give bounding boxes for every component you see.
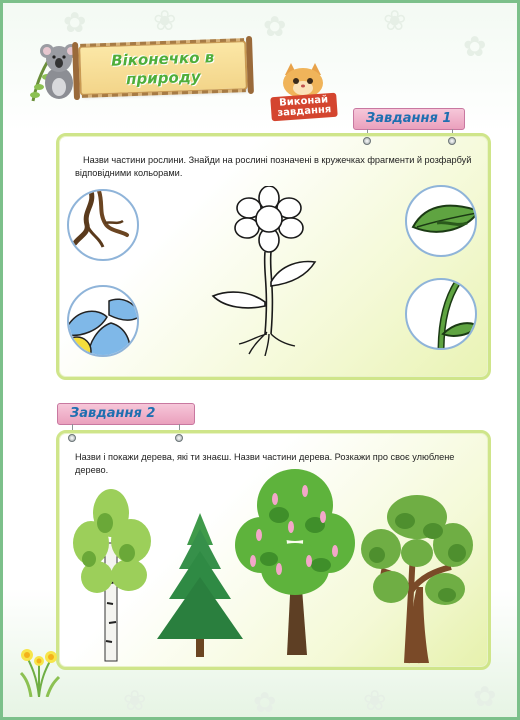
daffodil-icon: [17, 637, 61, 697]
pin-icon: [448, 137, 456, 145]
fir-tree-icon[interactable]: [153, 511, 247, 659]
banner-pole: [72, 42, 80, 100]
banner-title: Віконечко в природу: [110, 48, 215, 89]
bg-flower-icon: ✿: [253, 687, 277, 718]
fragment-leaf-circle[interactable]: [405, 185, 477, 257]
task2-instruction: Назви і покажи дерева, які ти знаєш. Назви частини дерева. Розкажи про своє улюблене дерево.: [75, 452, 455, 475]
oak-tree-icon[interactable]: [361, 491, 473, 665]
fragment-stem-circle[interactable]: [405, 278, 477, 350]
task2-tab: Завдання 2: [57, 403, 195, 425]
bg-flower-icon: ❀: [383, 5, 407, 36]
banner-rope: [82, 89, 246, 98]
fragment-petal-circle[interactable]: [67, 285, 139, 357]
bg-flower-icon: ❀: [123, 685, 147, 716]
birch-tree-icon[interactable]: [69, 483, 155, 663]
banner-pole: [246, 36, 254, 94]
bg-flower-icon: ❀: [363, 685, 387, 716]
bg-flower-icon: ✿: [473, 681, 497, 712]
fragment-roots-circle[interactable]: [67, 189, 139, 261]
task1-instruction: Назви частини рослини. Знайди на рослині позначені в кружечках фрагменти й розфарбуй відповідними кольорами.: [75, 155, 472, 178]
flower-outline-icon: [209, 186, 321, 356]
bg-flower-icon: ❀: [153, 5, 177, 36]
section-banner: [78, 40, 248, 96]
chestnut-tree-icon[interactable]: [235, 465, 357, 657]
bg-flower-icon: ✿: [263, 11, 287, 42]
bg-flower-icon: ✿: [463, 31, 487, 62]
cat-badge: Виконай завдання: [270, 93, 338, 122]
bg-flower-icon: ✿: [63, 7, 87, 38]
pin-icon: [363, 137, 371, 145]
pin-icon: [68, 434, 76, 442]
banner-rope: [80, 38, 244, 47]
pin-icon: [175, 434, 183, 442]
task1-tab: Завдання 1: [353, 108, 465, 130]
